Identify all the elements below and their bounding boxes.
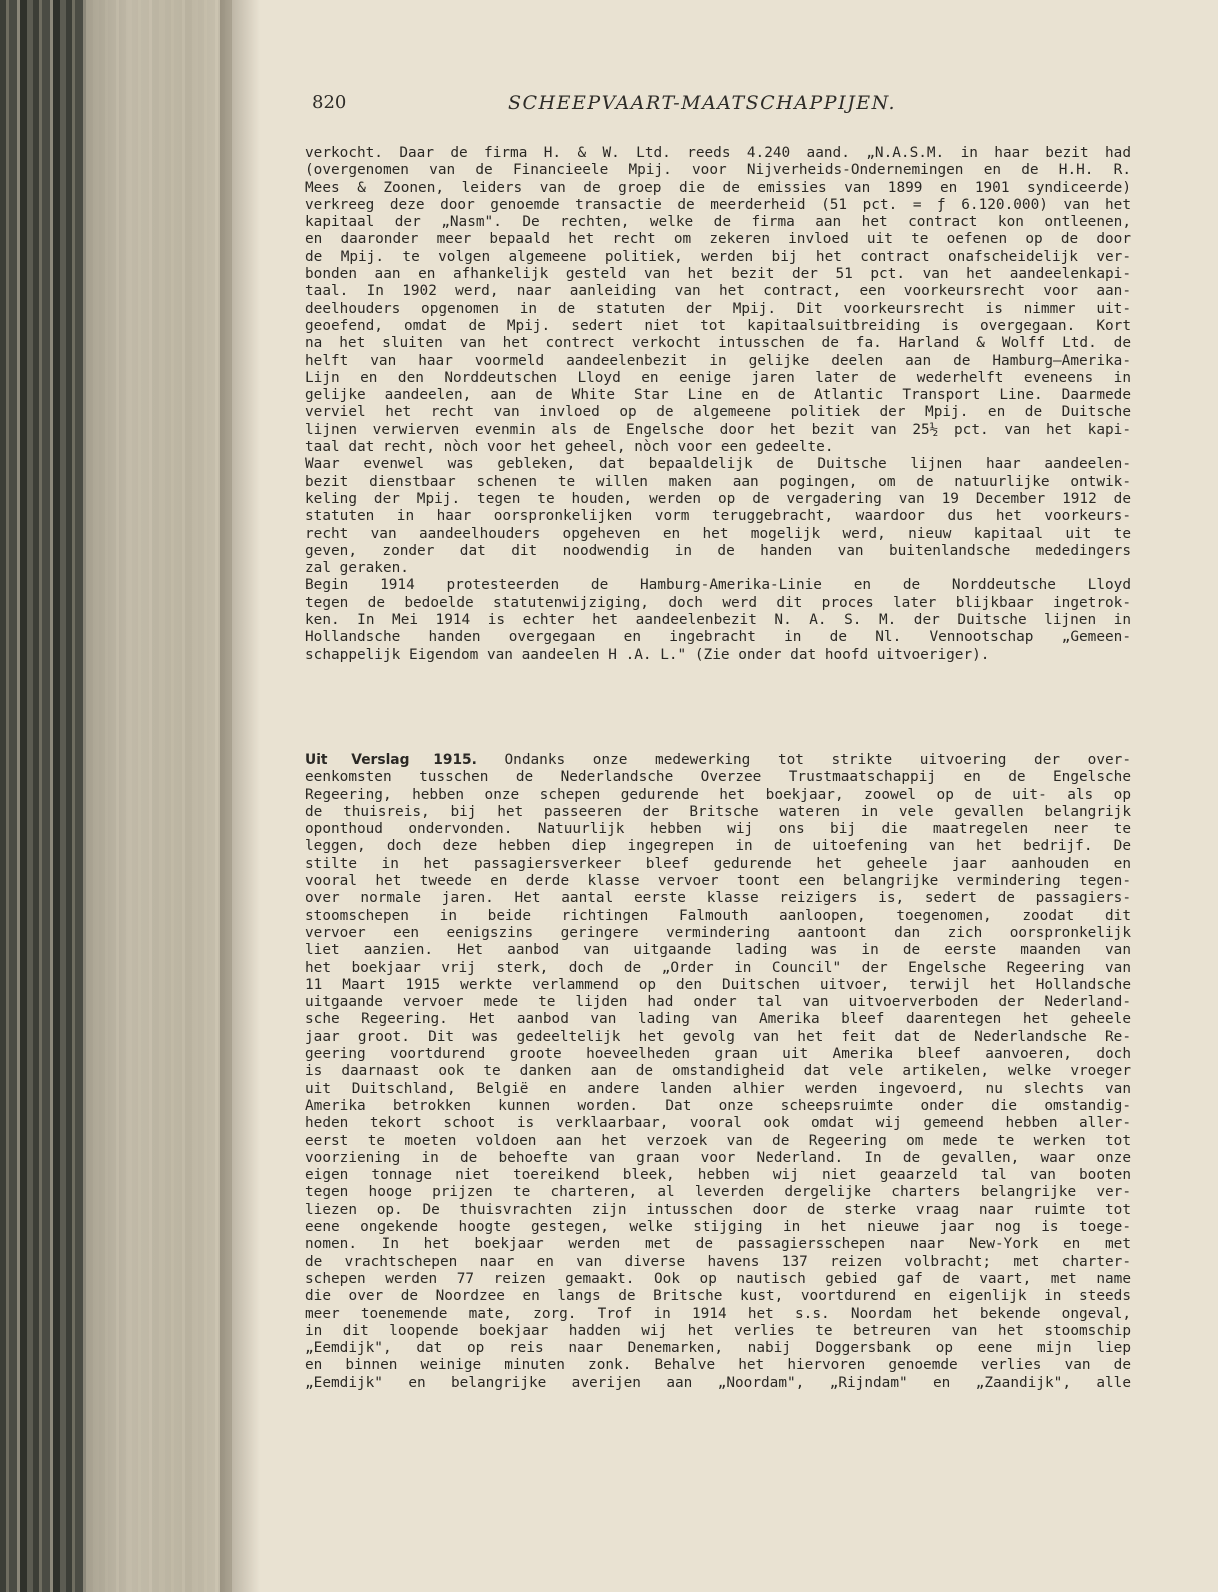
text-line: oponthoud ondervonden. Natuurlijk hebben wij ons bij die maatregelen neer te	[305, 821, 1131, 838]
page-number: 820	[312, 92, 347, 113]
text-line: geoefend, omdat de Mpij. sedert niet tot kapitaalsuitbreiding is overgegaan. Kort	[305, 317, 1131, 334]
text-line: Amerika betrokken kunnen worden. Dat onze scheepsruimte onder die omstandig-	[305, 1097, 1131, 1114]
text-line: Regeering, hebben onze schepen gedurende het boekjaar, zoowel op de uit- als op	[305, 786, 1131, 803]
text-line: ken. In Mei 1914 is echter het aandeelenbezit N. A. S. M. der Duitsche lijnen in	[305, 612, 1131, 629]
running-title: SCHEEPVAART-MAATSCHAPPIJEN.	[508, 92, 897, 114]
text-line: eerst te moeten voldoen aan het verzoek van de Regeering om mede te werken tot	[305, 1132, 1131, 1149]
text-line: Lijn en den Norddeutschen Lloyd en eenige jaren later de wederhelft eveneens in	[305, 369, 1131, 386]
text-line: uitgaande vervoer mede te lijden had onder tal van uitvoerverboden der Nederland-	[305, 994, 1131, 1011]
text-line: liet aanzien. Het aanbod van uitgaande lading was in de eerste maanden van	[305, 942, 1131, 959]
text-line: stilte in het passagiersverkeer bleef gedurende het geheele jaar aanhouden en	[305, 855, 1131, 872]
text-line: statuten in haar oorspronkelijken vorm teruggebracht, waardoor dus het voorkeurs-	[305, 508, 1131, 525]
text-line: heden tekort schoot is verklaarbaar, vooral ook omdat wij gemeend hebben aller-	[305, 1115, 1131, 1132]
text-line: is daarnaast ook te danken aan de omstandigheid dat vele artikelen, welke vroeger	[305, 1063, 1131, 1080]
text-line: liezen op. De thuisvrachten zijn intusschen door de sterke vraag naar ruimte tot	[305, 1201, 1131, 1218]
text-line: tegen hooge prijzen te charteren, al leverden dergelijke charters belangrijke ver-	[305, 1184, 1131, 1201]
text-line: Waar evenwel was gebleken, dat bepaaldelijk de Duitsche lijnen haar aandeelen-	[305, 456, 1131, 473]
text-line: gelijke aandeelen, aan de White Star Line en de Atlantic Transport Line. Daarmede	[305, 387, 1131, 404]
text-line: verkreeg deze door genoemde transactie de meerderheid (51 pct. = ƒ 6.120.000) van het	[305, 196, 1131, 213]
text-line: schepen werden 77 reizen gemaakt. Ook op nautisch gebied gaf de vaart, met name	[305, 1270, 1131, 1287]
text-line: jaar groot. Dit was gedeeltelijk het gevolg van het feit dat de Nederlandsche Re-	[305, 1028, 1131, 1045]
text-line: verviel het recht van invloed op de algemeene politiek der Mpij. en de Duitsche	[305, 404, 1131, 421]
text-line: lijnen verwierven evenmin als de Engelsche door het bezit van 25½ pct. van het kapi-	[305, 421, 1131, 438]
text-line: helft van haar voormeld aandeelenbezit in gelijke deelen aan de Hamburg—Amerika-	[305, 352, 1131, 369]
text-line: over normale jaren. Het aantal eerste klasse reizigers is, sedert de passagiers-	[305, 890, 1131, 907]
text-line: nomen. In het boekjaar werden met de passagiersschepen naar New-York en met	[305, 1236, 1131, 1253]
text-line: geven, zonder dat dit noodwendig in de handen van buitenlandsche mededingers	[305, 542, 1131, 559]
text-line: vervoer een eenigszins geringere vermindering aantoont dan zich oorspronkelijk	[305, 924, 1131, 941]
text-line: na het sluiten van het contrect verkocht intusschen de fa. Harland & Wolff Ltd. de	[305, 335, 1131, 352]
verslag-first-line-text: Ondanks onze medewerking tot strikte uitvoering der over-	[476, 752, 1131, 768]
page-stack-edge	[86, 0, 232, 1592]
text-line: kapitaal der „Nasm". De rechten, welke de firma aan het contract kon ontleenen,	[305, 214, 1131, 231]
text-line: leggen, doch deze hebben diep ingegrepen in de uitoefening van het bedrijf. De	[305, 838, 1131, 855]
text-block-contract-history	[305, 145, 1131, 664]
text-line: bezit dienstbaar schenen te willen maken aan pogingen, om de natuurlijke ontwik-	[305, 473, 1131, 490]
text-line: voorziening in de behoefte van graan voor Nederland. In de gevallen, waar onze	[305, 1149, 1131, 1166]
text-line: Hollandsche handen overgegaan en ingebracht in de Nl. Vennootschap „Gemeen-	[305, 629, 1131, 646]
text-line: keling der Mpij. tegen te houden, werden op de vergadering van 19 December 1912 de	[305, 490, 1131, 507]
text-line: stoomschepen in beide richtingen Falmouth aanloopen, toegenomen, zoodat dit	[305, 907, 1131, 924]
text-line: meer toenemende mate, zorg. Trof in 1914 het s.s. Noordam het bekende ongeval,	[305, 1305, 1131, 1322]
text-line: Mees & Zoonen, leiders van de groep die de emissies van 1899 en 1901 syndiceerde)	[305, 179, 1131, 196]
text-line: taal. In 1902 werd, naar aanleiding van het contract, een voorkeursrecht voor aan-	[305, 283, 1131, 300]
text-line: eigen tonnage niet toereikend bleek, hebben wij niet geaarzeld tal van booten	[305, 1167, 1131, 1184]
text-line: „Eemdijk" en belangrijke averijen aan „Noordam", „Rijndam" en „Zaandijk", alle	[305, 1374, 1131, 1391]
text-line: bonden aan en afhankelijk gesteld van het bezit der 51 pct. van het aandeelenkapi-	[305, 266, 1131, 283]
text-line: Begin 1914 protesteerden de Hamburg-Amerika-Linie en de Norddeutsche Lloyd	[305, 577, 1131, 594]
text-line: de thuisreis, bij het passeeren der Britsche wateren in vele gevallen belangrijk	[305, 803, 1131, 820]
text-line: het boekjaar vrij sterk, doch de „Order in Council" der Engelsche Regeering van	[305, 959, 1131, 976]
page-header	[312, 92, 1142, 118]
text-line: recht van aandeelhouders opgeheven en het mogelijk werd, nieuw kapitaal uit te	[305, 525, 1131, 542]
text-line: in dit loopende boekjaar hadden wij het verlies te betreuren van het stoomschip	[305, 1322, 1131, 1339]
text-line: die over de Noordzee en langs de Britsche kust, voortdurend en eigenlijk in steeds	[305, 1288, 1131, 1305]
text-line: eene ongekende hoogte gestegen, welke stijging in het nieuwe jaar nog is toege-	[305, 1219, 1131, 1236]
text-line: „Eemdijk", dat op reis naar Denemarken, nabij Doggersbank op eene mijn liep	[305, 1340, 1131, 1357]
text-block-verslag-1915	[305, 752, 1131, 1392]
text-line: en daaronder meer bepaald het recht om zekeren invloed uit te oefenen op de door	[305, 231, 1131, 248]
text-line: schappelijk Eigendom van aandeelen H .A. L." (Zie onder dat hoofd uitvoeriger).	[305, 646, 990, 663]
text-line: eenkomsten tusschen de Nederlandsche Overzee Trustmaatschappij en de Engelsche	[305, 769, 1131, 786]
section-label: Uit Verslag 1915.	[305, 752, 477, 768]
text-line: tegen de bedoelde statutenwijziging, doch werd dit proces later blijkbaar ingetrok-	[305, 594, 1131, 611]
text-line: zal geraken.	[305, 560, 409, 577]
text-line: 11 Maart 1915 werkte verlammend op den Duitschen uitvoer, terwijl het Hollandsche	[305, 976, 1131, 993]
text-line: verkocht. Daar de firma H. & W. Ltd. reeds 4.240 aand. „N.A.S.M. in haar bezit had	[305, 145, 1131, 161]
text-line: (overgenomen van de Financieele Mpij. voor Nijverheids-Ondernemingen en de H.H. R.	[305, 162, 1131, 179]
text-line: de vrachtschepen naar en van diverse havens 137 reizen volbracht; met charter-	[305, 1253, 1131, 1270]
text-line: taal dat recht, nòch voor het geheel, nòch voor een gedeelte.	[305, 439, 834, 456]
text-line: deelhouders opgenomen in de statuten der Mpij. Dit voorkeursrecht is nimmer uit-	[305, 300, 1131, 317]
text-line: vooral het tweede en derde klasse vervoer toont een belangrijke vermindering tegen-	[305, 873, 1131, 890]
gutter-shadow	[220, 0, 260, 1592]
text-line: sche Regeering. Het aanbod van lading van Amerika bleef daarentegen het geheele	[305, 1011, 1131, 1028]
text-line: en binnen weinige minuten zonk. Behalve het hiervoren genoemde verlies van de	[305, 1357, 1131, 1374]
text-line: geering voortdurend groote hoeveelheden graan uit Amerika bleef aanvoeren, doch	[305, 1046, 1131, 1063]
verslag-first-line	[305, 752, 1131, 769]
text-line: de Mpij. te volgen algemeene politiek, werden bij het contract onafscheidelijk ver-	[305, 248, 1131, 265]
text-line: uit Duitschland, België en andere landen alhier werden ingevoerd, nu slechts van	[305, 1080, 1131, 1097]
